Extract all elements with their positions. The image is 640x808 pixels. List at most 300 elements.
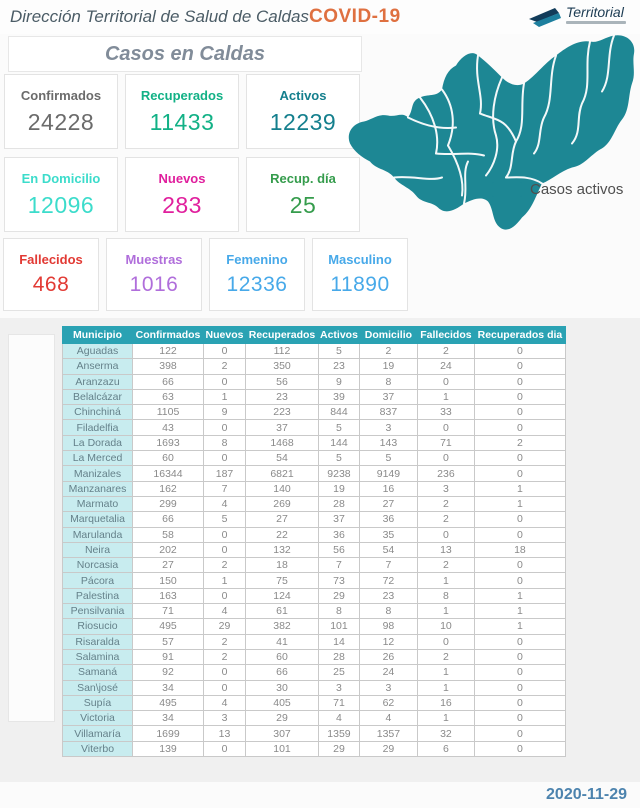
- value-cell: 7: [319, 558, 360, 573]
- value-cell: 61: [246, 604, 319, 619]
- value-cell: 140: [246, 481, 319, 496]
- value-cell: 18: [474, 542, 565, 557]
- value-cell: 1: [417, 389, 474, 404]
- value-cell: 2: [417, 649, 474, 664]
- stat-card-label: Confirmados: [20, 87, 102, 103]
- value-cell: 0: [204, 344, 246, 359]
- value-cell: 0: [474, 573, 565, 588]
- value-cell: 0: [417, 451, 474, 466]
- value-cell: 60: [133, 451, 204, 466]
- value-cell: 307: [246, 726, 319, 741]
- column-header: Recuperados dia: [474, 327, 565, 344]
- page-title: Dirección Territorial de Salud de Caldas: [10, 7, 309, 26]
- table-row: [63, 405, 566, 420]
- value-cell: 0: [474, 680, 565, 695]
- value-cell: 16: [417, 695, 474, 710]
- table-row: [63, 634, 566, 649]
- table-row: [63, 435, 566, 450]
- value-cell: 34: [133, 711, 204, 726]
- column-header: Confirmados: [133, 327, 204, 344]
- column-header: Recuperados: [246, 327, 319, 344]
- value-cell: 398: [133, 359, 204, 374]
- table-row: [63, 558, 566, 573]
- table-row: [63, 466, 566, 481]
- value-cell: 8: [359, 374, 417, 389]
- value-cell: 0: [474, 649, 565, 664]
- value-cell: 39: [319, 389, 360, 404]
- value-cell: 56: [319, 542, 360, 557]
- value-cell: 14: [319, 634, 360, 649]
- value-cell: 495: [133, 619, 204, 634]
- value-cell: 269: [246, 496, 319, 511]
- value-cell: 5: [319, 420, 360, 435]
- table-row: [63, 496, 566, 511]
- value-cell: 1: [204, 573, 246, 588]
- value-cell: 0: [204, 527, 246, 542]
- value-cell: 27: [246, 512, 319, 527]
- column-header: Nuevos: [204, 327, 246, 344]
- table-row: [63, 588, 566, 603]
- value-cell: 72: [359, 573, 417, 588]
- stat-card-en_domicilio: [4, 157, 118, 232]
- value-cell: 1: [417, 711, 474, 726]
- value-cell: 0: [474, 405, 565, 420]
- value-cell: 18: [246, 558, 319, 573]
- value-cell: 71: [133, 604, 204, 619]
- value-cell: 6821: [246, 466, 319, 481]
- value-cell: 139: [133, 741, 204, 756]
- value-cell: 2: [359, 344, 417, 359]
- value-cell: 56: [246, 374, 319, 389]
- value-cell: 57: [133, 634, 204, 649]
- value-cell: 1: [474, 604, 565, 619]
- municipality-cell: Palestina: [63, 588, 133, 603]
- value-cell: 2: [474, 435, 565, 450]
- value-cell: 75: [246, 573, 319, 588]
- municipality-cell: Viterbo: [63, 741, 133, 756]
- value-cell: 13: [417, 542, 474, 557]
- value-cell: 9149: [359, 466, 417, 481]
- value-cell: 54: [359, 542, 417, 557]
- column-header: Fallecidos: [417, 327, 474, 344]
- value-cell: 29: [204, 619, 246, 634]
- stat-card-value: 11433: [149, 108, 215, 135]
- value-cell: 30: [246, 680, 319, 695]
- value-cell: 26: [359, 649, 417, 664]
- value-cell: 10: [417, 619, 474, 634]
- table-row: [63, 389, 566, 404]
- value-cell: 4: [204, 604, 246, 619]
- value-cell: 12: [359, 634, 417, 649]
- municipality-cell: Filadelfia: [63, 420, 133, 435]
- value-cell: 1: [474, 619, 565, 634]
- column-header: Activos: [319, 327, 360, 344]
- value-cell: 2: [417, 496, 474, 511]
- value-cell: 22: [246, 527, 319, 542]
- value-cell: 35: [359, 527, 417, 542]
- value-cell: 0: [474, 634, 565, 649]
- value-cell: 2: [204, 634, 246, 649]
- municipality-cell: Marmato: [63, 496, 133, 511]
- value-cell: 4: [204, 496, 246, 511]
- value-cell: 0: [204, 542, 246, 557]
- value-cell: 837: [359, 405, 417, 420]
- stat-card-label: Fallecidos: [19, 252, 83, 267]
- value-cell: 143: [359, 435, 417, 450]
- municipality-table: [62, 326, 566, 757]
- stat-card-muestras: [106, 238, 202, 311]
- stat-card-label: Recup. día: [270, 170, 336, 186]
- value-cell: 202: [133, 542, 204, 557]
- section-title-card: [8, 36, 362, 72]
- table-body: [63, 344, 566, 757]
- municipality-cell: Neira: [63, 542, 133, 557]
- municipality-cell: Aranzazu: [63, 374, 133, 389]
- value-cell: 8: [204, 435, 246, 450]
- value-cell: 0: [474, 695, 565, 710]
- municipality-cell: San\josé: [63, 680, 133, 695]
- value-cell: 2: [417, 558, 474, 573]
- value-cell: 5: [319, 344, 360, 359]
- value-cell: 0: [417, 527, 474, 542]
- value-cell: 3: [204, 711, 246, 726]
- value-cell: 32: [417, 726, 474, 741]
- municipality-cell: Victoria: [63, 711, 133, 726]
- value-cell: 29: [319, 741, 360, 756]
- stat-card-masculino: [312, 238, 408, 311]
- value-cell: 405: [246, 695, 319, 710]
- municipality-cell: La Merced: [63, 451, 133, 466]
- table-row: [63, 573, 566, 588]
- municipality-cell: Pensilvania: [63, 604, 133, 619]
- value-cell: 71: [319, 695, 360, 710]
- value-cell: 23: [246, 389, 319, 404]
- table-row: [63, 665, 566, 680]
- value-cell: 144: [319, 435, 360, 450]
- value-cell: 223: [246, 405, 319, 420]
- stat-card-value: 1016: [129, 273, 179, 296]
- stat-card-recup_dia: [246, 157, 360, 232]
- value-cell: 3: [359, 680, 417, 695]
- table-row: [63, 420, 566, 435]
- value-cell: 34: [133, 680, 204, 695]
- value-cell: 0: [204, 374, 246, 389]
- value-cell: 9: [204, 405, 246, 420]
- value-cell: 0: [474, 451, 565, 466]
- table-row: [63, 711, 566, 726]
- value-cell: 2: [204, 558, 246, 573]
- report-date: 2020-11-29: [546, 786, 627, 803]
- caldas-choropleth-map-icon: [344, 24, 640, 242]
- municipality-cell: Villamaría: [63, 726, 133, 741]
- value-cell: 23: [359, 588, 417, 603]
- value-cell: 382: [246, 619, 319, 634]
- municipality-cell: Samaná: [63, 665, 133, 680]
- value-cell: 37: [319, 512, 360, 527]
- stat-card-fallecidos: [3, 238, 99, 311]
- stat-card-label: Recuperados: [140, 87, 224, 103]
- stat-cards-row-2: [4, 157, 360, 232]
- stat-card-activos: [246, 74, 360, 149]
- value-cell: 163: [133, 588, 204, 603]
- value-cell: 0: [474, 711, 565, 726]
- stat-card-value: 283: [162, 191, 202, 218]
- value-cell: 1: [417, 665, 474, 680]
- map-legend: [492, 181, 623, 198]
- column-header: Municipio: [63, 327, 133, 344]
- table-section: [0, 318, 640, 782]
- municipality-cell: Anserma: [63, 359, 133, 374]
- value-cell: 124: [246, 588, 319, 603]
- value-cell: 844: [319, 405, 360, 420]
- value-cell: 36: [319, 527, 360, 542]
- value-cell: 23: [319, 359, 360, 374]
- value-cell: 4: [359, 711, 417, 726]
- value-cell: 91: [133, 649, 204, 664]
- table-row: [63, 619, 566, 634]
- stat-card-value: 24228: [27, 108, 95, 135]
- stat-card-recuperados: [125, 74, 239, 149]
- table-row: [63, 604, 566, 619]
- value-cell: 62: [359, 695, 417, 710]
- value-cell: 5: [359, 451, 417, 466]
- stat-card-confirmados: [4, 74, 118, 149]
- value-cell: 0: [204, 680, 246, 695]
- value-cell: 0: [204, 588, 246, 603]
- value-cell: 236: [417, 466, 474, 481]
- legend-swatch-icon: [492, 182, 522, 197]
- value-cell: 1468: [246, 435, 319, 450]
- value-cell: 28: [319, 496, 360, 511]
- value-cell: 29: [319, 588, 360, 603]
- value-cell: 41: [246, 634, 319, 649]
- value-cell: 13: [204, 726, 246, 741]
- stat-card-value: 468: [32, 273, 70, 296]
- value-cell: 1357: [359, 726, 417, 741]
- table-row: [63, 374, 566, 389]
- value-cell: 299: [133, 496, 204, 511]
- table-row: [63, 359, 566, 374]
- value-cell: 0: [474, 527, 565, 542]
- value-cell: 66: [246, 665, 319, 680]
- table-header-row: [63, 327, 566, 344]
- value-cell: 101: [246, 741, 319, 756]
- value-cell: 0: [417, 420, 474, 435]
- value-cell: 1: [474, 481, 565, 496]
- value-cell: 150: [133, 573, 204, 588]
- value-cell: 0: [417, 634, 474, 649]
- value-cell: 0: [474, 374, 565, 389]
- municipality-cell: Supía: [63, 695, 133, 710]
- value-cell: 1359: [319, 726, 360, 741]
- municipality-cell: Riosucio: [63, 619, 133, 634]
- municipality-cell: Chinchiná: [63, 405, 133, 420]
- value-cell: 9238: [319, 466, 360, 481]
- value-cell: 0: [474, 466, 565, 481]
- blank-side-card: [8, 334, 55, 722]
- value-cell: 28: [319, 649, 360, 664]
- value-cell: 36: [359, 512, 417, 527]
- value-cell: 112: [246, 344, 319, 359]
- table-row: [63, 741, 566, 756]
- value-cell: 5: [319, 451, 360, 466]
- municipality-cell: Pácora: [63, 573, 133, 588]
- stat-card-label: Masculino: [328, 252, 392, 267]
- value-cell: 2: [204, 649, 246, 664]
- stat-card-value: 12096: [27, 191, 95, 218]
- value-cell: 1: [417, 573, 474, 588]
- value-cell: 8: [319, 604, 360, 619]
- value-cell: 19: [319, 481, 360, 496]
- value-cell: 0: [204, 665, 246, 680]
- value-cell: 4: [204, 695, 246, 710]
- value-cell: 122: [133, 344, 204, 359]
- value-cell: 1: [417, 680, 474, 695]
- value-cell: 7: [204, 481, 246, 496]
- value-cell: 132: [246, 542, 319, 557]
- municipality-cell: Risaralda: [63, 634, 133, 649]
- value-cell: 37: [246, 420, 319, 435]
- value-cell: 0: [474, 359, 565, 374]
- value-cell: 1: [417, 604, 474, 619]
- table-row: [63, 344, 566, 359]
- value-cell: 1699: [133, 726, 204, 741]
- value-cell: 2: [417, 512, 474, 527]
- stat-card-label: En Domicilio: [21, 170, 101, 186]
- municipality-cell: La Dorada: [63, 435, 133, 450]
- stat-cards-row-3: [3, 238, 408, 311]
- stat-card-label: Muestras: [125, 252, 183, 267]
- section-title: Casos en Caldas: [104, 42, 266, 65]
- stat-card-value: 12336: [226, 273, 288, 296]
- stat-card-nuevos: [125, 157, 239, 232]
- municipality-cell: Norcasia: [63, 558, 133, 573]
- value-cell: 8: [359, 604, 417, 619]
- value-cell: 7: [359, 558, 417, 573]
- value-cell: 0: [474, 665, 565, 680]
- value-cell: 73: [319, 573, 360, 588]
- value-cell: 25: [319, 665, 360, 680]
- value-cell: 187: [204, 466, 246, 481]
- value-cell: 29: [246, 711, 319, 726]
- table-row: [63, 542, 566, 557]
- value-cell: 63: [133, 389, 204, 404]
- value-cell: 16: [359, 481, 417, 496]
- value-cell: 0: [474, 558, 565, 573]
- value-cell: 3: [319, 680, 360, 695]
- table-row: [63, 649, 566, 664]
- column-header: Domicilio: [359, 327, 417, 344]
- value-cell: 0: [474, 420, 565, 435]
- value-cell: 1: [474, 588, 565, 603]
- municipality-cell: Aguadas: [63, 344, 133, 359]
- value-cell: 54: [246, 451, 319, 466]
- stat-cards-row-1: [4, 74, 360, 149]
- municipality-cell: Marquetalia: [63, 512, 133, 527]
- value-cell: 24: [359, 665, 417, 680]
- value-cell: 58: [133, 527, 204, 542]
- municipality-cell: Manzanares: [63, 481, 133, 496]
- value-cell: 0: [474, 344, 565, 359]
- table-row: [63, 451, 566, 466]
- value-cell: 37: [359, 389, 417, 404]
- value-cell: 3: [417, 481, 474, 496]
- value-cell: 1693: [133, 435, 204, 450]
- value-cell: 27: [359, 496, 417, 511]
- stat-card-value: 12239: [269, 108, 337, 135]
- value-cell: 9: [319, 374, 360, 389]
- value-cell: 66: [133, 374, 204, 389]
- value-cell: 1: [474, 496, 565, 511]
- municipality-cell: Belalcázar: [63, 389, 133, 404]
- logo-text: Territorial: [566, 4, 624, 20]
- value-cell: 16344: [133, 466, 204, 481]
- value-cell: 2: [204, 359, 246, 374]
- municipality-cell: Marulanda: [63, 527, 133, 542]
- table-row: [63, 726, 566, 741]
- stat-card-label: Nuevos: [158, 170, 206, 186]
- covid-19-label: COVID-19: [309, 6, 401, 27]
- value-cell: 33: [417, 405, 474, 420]
- value-cell: 71: [417, 435, 474, 450]
- value-cell: 0: [204, 451, 246, 466]
- legend-label: Casos activos: [530, 181, 624, 198]
- value-cell: 8: [417, 588, 474, 603]
- value-cell: 0: [417, 374, 474, 389]
- value-cell: 3: [359, 420, 417, 435]
- table-row: [63, 680, 566, 695]
- value-cell: 0: [474, 389, 565, 404]
- value-cell: 5: [204, 512, 246, 527]
- value-cell: 60: [246, 649, 319, 664]
- value-cell: 98: [359, 619, 417, 634]
- value-cell: 0: [474, 741, 565, 756]
- value-cell: 350: [246, 359, 319, 374]
- value-cell: 4: [319, 711, 360, 726]
- value-cell: 101: [319, 619, 360, 634]
- value-cell: 0: [474, 512, 565, 527]
- stat-card-label: Activos: [279, 87, 327, 103]
- municipality-cell: Salamina: [63, 649, 133, 664]
- value-cell: 19: [359, 359, 417, 374]
- value-cell: 0: [204, 420, 246, 435]
- value-cell: 6: [417, 741, 474, 756]
- value-cell: 43: [133, 420, 204, 435]
- value-cell: 29: [359, 741, 417, 756]
- table-row: [63, 527, 566, 542]
- value-cell: 162: [133, 481, 204, 496]
- value-cell: 24: [417, 359, 474, 374]
- value-cell: 1: [204, 389, 246, 404]
- value-cell: 0: [474, 726, 565, 741]
- value-cell: 1105: [133, 405, 204, 420]
- caldas-map: [344, 24, 640, 242]
- table-row: [63, 481, 566, 496]
- value-cell: 27: [133, 558, 204, 573]
- stat-card-femenino: [209, 238, 305, 311]
- table-row: [63, 512, 566, 527]
- stat-card-label: Femenino: [226, 252, 288, 267]
- municipality-cell: Manizales: [63, 466, 133, 481]
- value-cell: 0: [204, 741, 246, 756]
- stat-card-value: 25: [289, 191, 317, 218]
- value-cell: 2: [417, 344, 474, 359]
- value-cell: 495: [133, 695, 204, 710]
- table-row: [63, 695, 566, 710]
- value-cell: 92: [133, 665, 204, 680]
- stat-card-value: 11890: [330, 273, 390, 296]
- value-cell: 66: [133, 512, 204, 527]
